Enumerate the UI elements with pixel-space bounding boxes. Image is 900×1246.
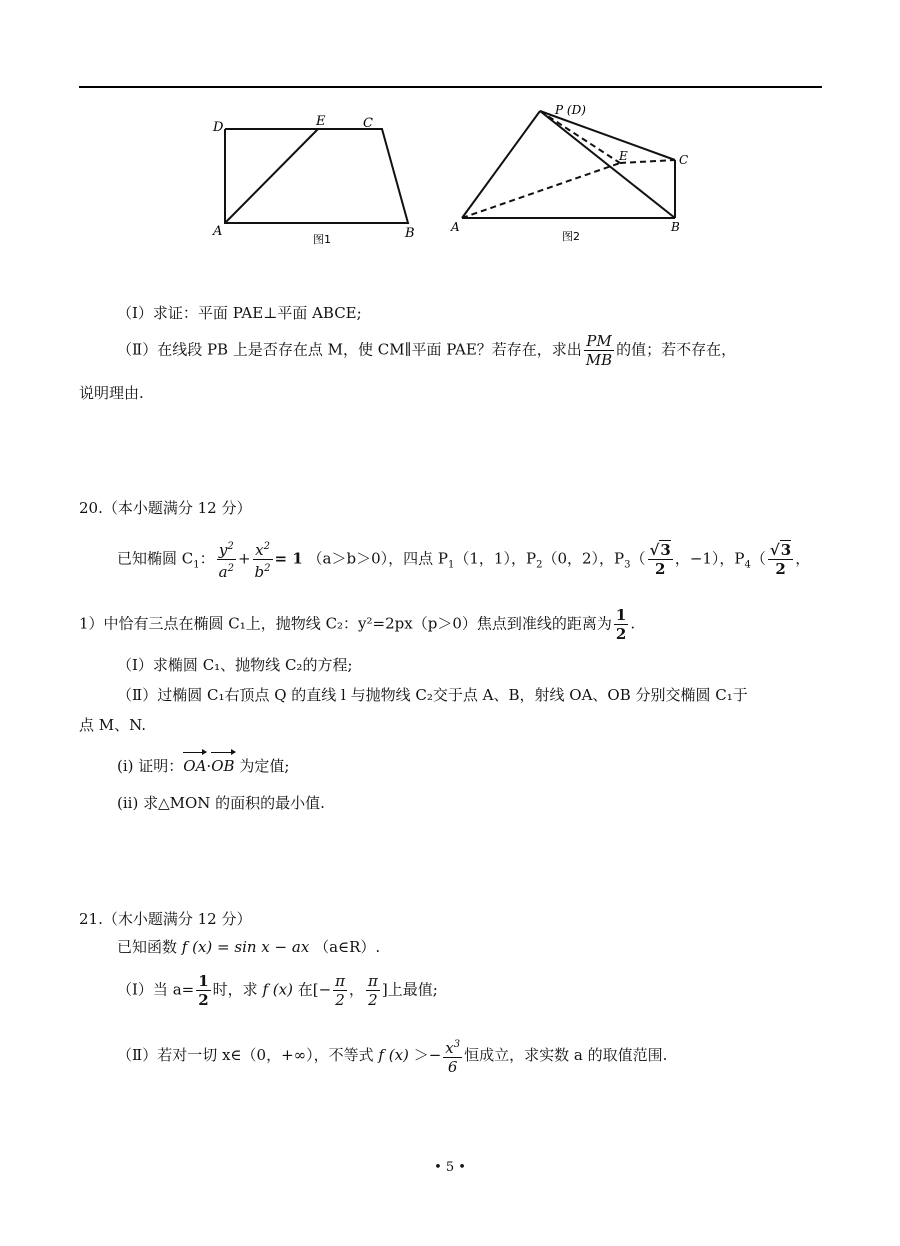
q20-sub-i-pre: (i) 证明： xyxy=(117,757,184,775)
q20-frac-p3: $\frac{√3}{2}$ xyxy=(649,541,671,578)
q21-pi-2: π xyxy=(368,972,378,990)
q20-part1: （Ⅰ）求椭圆 C₁、抛物线 C₂的方程; xyxy=(117,656,353,674)
q21-p1-pre: （Ⅰ）当 a= xyxy=(117,980,195,999)
fig2-caption: 图2 xyxy=(562,230,580,243)
q21-fx-short: f (x) xyxy=(262,980,293,999)
q20-eq1: = 1 xyxy=(274,549,303,568)
q20-part2-l1: （Ⅱ）过椭圆 C₁右顶点 Q 的直线 l 与抛物线 C₂交于点 A、B，射线 OA、OB 分别交椭圆 C₁于 xyxy=(117,686,748,704)
q20-frac-x: $\frac{x^2}{b^2}$ xyxy=(253,538,273,581)
page-number: • 5 • xyxy=(434,1160,466,1175)
q20-p2: （0，2），P xyxy=(542,549,625,568)
q21-comma: ， xyxy=(349,980,365,999)
q20-l1-sub: 1 xyxy=(193,559,200,571)
q20-line2 xyxy=(79,606,635,643)
q20-b: b xyxy=(254,563,265,581)
q21-six: 6 xyxy=(447,1058,458,1076)
q20-y: y xyxy=(218,541,228,559)
q20-p3-den: 2 xyxy=(654,560,666,578)
fig1-caption: 图1 xyxy=(313,233,331,246)
q19-frac-den: MB xyxy=(585,351,613,369)
q19-frac-num: PM xyxy=(584,332,614,351)
vector-oa: OA xyxy=(183,757,207,775)
q20-p3-post: ，−1），P xyxy=(674,549,745,568)
q21-p2-post: 恒成立，求实数 a 的取值范围. xyxy=(464,1046,668,1064)
q20-p1: （1，1），P xyxy=(454,549,537,568)
q20-part2-l2: 点 M、N. xyxy=(79,716,147,734)
fig2-label-p: P (D) xyxy=(555,103,586,117)
fig1-label-e: E xyxy=(316,114,326,129)
fig1-label-b: B xyxy=(405,226,415,241)
q20-cond: （a＞b＞0），四点 P xyxy=(307,549,448,568)
q21-gt: ＞− xyxy=(413,1046,442,1064)
q19-fraction xyxy=(584,332,614,369)
q21-p1-mid: 时，求 xyxy=(212,980,258,999)
vector-ob: OB xyxy=(211,757,235,775)
figure-2 xyxy=(445,100,705,250)
q20-period: . xyxy=(630,614,636,633)
q20-tail: ， xyxy=(795,549,811,568)
q21-heading: 21.（木小题满分 12 分） xyxy=(79,910,252,928)
q20-p4-den: 2 xyxy=(775,560,786,578)
q20-frac-p4: $\frac{√3}{2}$ xyxy=(769,541,792,578)
fig1-label-c: C xyxy=(363,116,373,131)
fig2-label-a: A xyxy=(451,220,460,234)
q21-fx: f (x) = sin x − ax xyxy=(181,938,310,956)
q21-p1-in: 在[− xyxy=(297,980,332,999)
q21-p1-post: ]上最值; xyxy=(381,980,438,999)
q19-part2-pre: （Ⅱ）在线段 PB 上是否存在点 M，使 CM∥平面 PAE？若存在，求出 xyxy=(117,340,582,359)
q21-frac-pi-2: $\frac{\pi}{2}$ xyxy=(368,972,378,1009)
q20-sub-i-post: 为定值; xyxy=(239,757,290,775)
q20-l2: 1）中恰有三点在椭圆 C₁上，抛物线 C₂：y²=2px（p＞0）焦点到准线的距离为 xyxy=(79,614,612,633)
q20-l1-pre: 已知椭圆 C xyxy=(117,549,194,568)
q21-line1 xyxy=(117,936,380,958)
q21-frac-pi-1: $\frac{\pi}{2}$ xyxy=(335,972,345,1009)
q21-x3: x xyxy=(445,1039,454,1057)
q21-l1-post: （a∈R）. xyxy=(314,938,381,956)
q20-half-num: 1 xyxy=(615,606,627,624)
q20-half-den: 2 xyxy=(615,625,627,643)
q19-part2-post: 的值；若不存在， xyxy=(616,340,737,359)
fig2-label-c: C xyxy=(679,153,689,167)
q20-frac-y: $\frac{y^2}{a^2}$ xyxy=(217,538,236,581)
fig1-label-a: A xyxy=(213,224,223,239)
q21-l1-pre: 已知函数 xyxy=(117,938,178,956)
q21-frac-x3: $\frac{x^3}{6}$ xyxy=(443,1036,462,1076)
q21-part1 xyxy=(117,972,438,1009)
header-rule xyxy=(79,86,822,88)
q21-part2 xyxy=(117,1036,667,1076)
fig2-label-e: E xyxy=(619,149,628,163)
q21-p2-fx: f (x) xyxy=(378,1046,409,1064)
q20-l1-colon: ： xyxy=(199,549,215,568)
q21-pi-1: π xyxy=(335,972,345,990)
q19-part1: （Ⅰ）求证：平面 PAE⊥平面 ABCE; xyxy=(117,304,362,322)
figure-1 xyxy=(195,105,435,255)
q20-heading: 20.（本小题满分 12 分） xyxy=(79,499,252,517)
q20-p4-sqrt: 3 xyxy=(780,541,792,559)
q19-part2-cont: 说明理由. xyxy=(79,384,144,402)
q20-sub-i xyxy=(117,755,289,777)
q21-p2-pre: （Ⅱ）若对一切 x∈（0，+∞），不等式 xyxy=(117,1046,374,1064)
q20-frac-half xyxy=(614,606,628,643)
fig2-label-b: B xyxy=(671,220,680,234)
q19-part2 xyxy=(117,332,736,369)
q20-a: a xyxy=(218,563,228,581)
q21-frac-half: $\frac{1}{2}$ xyxy=(198,972,209,1009)
fig1-label-d: D xyxy=(213,120,224,135)
q20-p3-sqrt: 3 xyxy=(660,541,671,559)
q20-line1: 已知椭圆 $C_1$： $\frac{y^2}{a^2}$ + $\frac{x^2}{b^2}$ = 1 （a＞b＞0），四点 $P_1(1$，1），$P_2(0$，2），$P_3$（ $\frac{√3}{2}$ ，−1），$P_4$（ $\frac{√3}{2}$ ， xyxy=(117,538,810,581)
q20-sub-ii: (ii) 求△MON 的面积的最小值. xyxy=(117,794,325,812)
q20-dot: · xyxy=(206,757,212,775)
q20-x: x xyxy=(255,541,264,559)
